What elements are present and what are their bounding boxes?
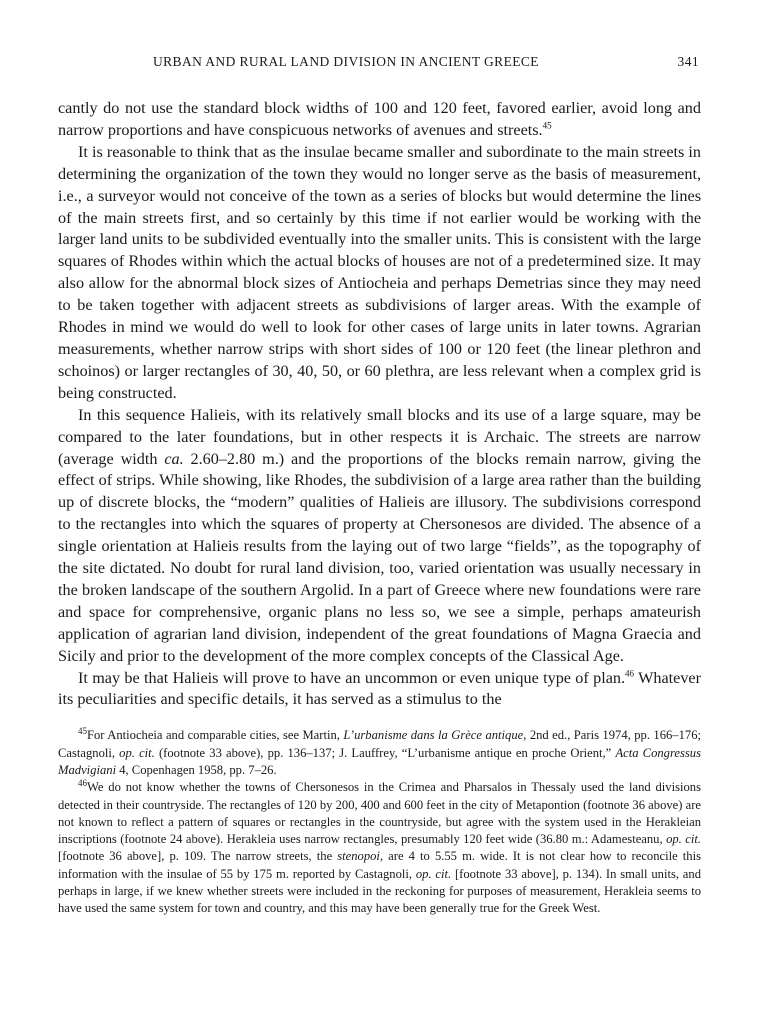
- footnote-45-opcit: op. cit.: [119, 745, 155, 760]
- footnote-45-mark: 45: [78, 726, 87, 737]
- footnote-46: [58, 779, 701, 917]
- footnote-46-term: stenopoi: [337, 849, 380, 864]
- footnote-46-opcit: op. cit.: [415, 866, 452, 881]
- running-header: [58, 52, 701, 78]
- footnote-45-text: (footnote 33 above), pp. 136–137; J. Lauffrey, “L’urbanisme antique en proche Orient,”: [154, 745, 616, 760]
- footnote-46-text: [footnote 36 above], p. 109. The narrow streets, the: [58, 849, 338, 864]
- paragraph-3-text-a: In this sequence Halieis, with its relatively small blocks and its use of a large square, may be compared to the later foundations, but in other respects it is Archaic. The streets are narrow (average width: [58, 405, 701, 468]
- footnote-46-text: , are 4 to 5.55 m. wide. It is not clear how to reconcile this information with the insulae of 55 by 175 m. reported by Castagnoli,: [58, 849, 701, 881]
- footnote-46-opcit: op. cit.: [666, 832, 701, 847]
- body-text: [58, 98, 701, 711]
- running-title: URBAN AND RURAL LAND DIVISION IN ANCIENT GREECE: [153, 54, 539, 69]
- footnote-ref-46: 46: [625, 668, 635, 679]
- paragraph-1: [58, 98, 701, 142]
- footnote-46-text: We do not know whether the towns of Chersonesos in the Crimea and Pharsalos in Thessaly used the land divisions detected in their countryside. The rectangles of 120 by 200, 400 and 600 feet in the city of Metapontion (footnote 36 above) are not known to reflect a pattern of squares or rectangles in the countryside, but agree with the system used in the Herakleian inscriptions (footnote 24 above). Herakleia uses narrow rectangles, presumably 120 feet wide (36.80 m.: Adamesteanu,: [58, 780, 701, 847]
- paragraph-1-text: cantly do not use the standard block widths of 100 and 120 feet, favored earlier, avoid long and narrow proportions and have conspicuous networks of avenues and streets.: [58, 99, 701, 139]
- page: [58, 52, 701, 918]
- footnotes: [58, 727, 701, 917]
- paragraph-4-text-a: It may be that Halieis will prove to have an uncommon or even unique type of plan.: [78, 668, 626, 687]
- paragraph-4-text-b: Whatever its peculiarities and specific details, it has served as a stimulus to the: [58, 668, 701, 709]
- page-number: 341: [677, 54, 699, 69]
- footnote-ref-45: 45: [542, 120, 552, 131]
- footnote-46-text: [footnote 33 above], p. 134). In small units, and perhaps in large, if we knew whether streets were included in the reckoning for purposes of measurement, Herakleia seems to have used the same system for town and country, and this may have been generally true for the Greek West.: [58, 866, 701, 916]
- footnote-45-text: 4, Copenhagen 1958, pp. 7–26.: [116, 762, 277, 777]
- paragraph-2: It is reasonable to think that as the insulae became smaller and subordinate to the main streets in determining the organization of the town they would no longer serve as the basis of measurement, i.e., a surveyor would not conceive of the town as a series of blocks but would determine the lines of the main streets first, and so certainly by this time if not earlier would be working with the larger land units to be subdivided eventually into the smaller units. This is consistent with the large squares of Rhodes within which the actual blocks of houses are not of a predetermined size. It may also allow for the abnormal block sizes of Antiocheia and perhaps Demetrias since they may need to be taken together with adjacent streets as subdivisions of larger areas. With the example of Rhodes in mind we would do well to look for other cases of large units in later towns. Agrarian measurements, whether narrow strips with short sides of 100 or 120 feet (the linear plethron and schoinos) or larger rectangles of 30, 40, 50, or 60 plethra, are less relevant when a complex grid is being constructed.: [58, 142, 701, 402]
- paragraph-3-circa: ca.: [164, 449, 184, 468]
- paragraph-4: [58, 668, 701, 712]
- footnote-46-mark: 46: [78, 778, 87, 789]
- footnote-45-title: L’urbanisme dans la Grèce antique: [343, 728, 524, 743]
- paragraph-3-text-b: 2.60–2.80 m.) and the proportions of the blocks remain narrow, giving the effect of strips. While showing, like Rhodes, the subdivision of a large area rather than the building up of discrete blocks, the “modern” qualities of Halieis are illusory. The subdivisions correspond to the rectangles into which the squares of property at Chersonesos are divided. The absence of a single orientation at Halieis results from the laying out of two large “fields”, as the topography of the site dictated. No doubt for rural land division, too, varied orientation was usually necessary in the broken landscape of the southern Argolid. In a part of Greece where new foundations were rare and space for comprehensive, organic plans no less so, we see a simple, perhaps amateurish application of agrarian land division, independent of the great foundations of Magna Graecia and Sicily and prior to the development of the more complex concepts of the Classical Age.: [58, 449, 701, 665]
- footnote-45: [58, 727, 701, 779]
- footnote-45-text: For Antiocheia and comparable cities, see Martin,: [87, 728, 344, 743]
- paragraph-3: [58, 405, 701, 668]
- footnote-45-journal: Acta Congressus Madvigiani: [58, 745, 701, 777]
- footnote-45-text: , 2nd ed., Paris 1974, pp. 166–176; Castagnoli,: [58, 728, 701, 760]
